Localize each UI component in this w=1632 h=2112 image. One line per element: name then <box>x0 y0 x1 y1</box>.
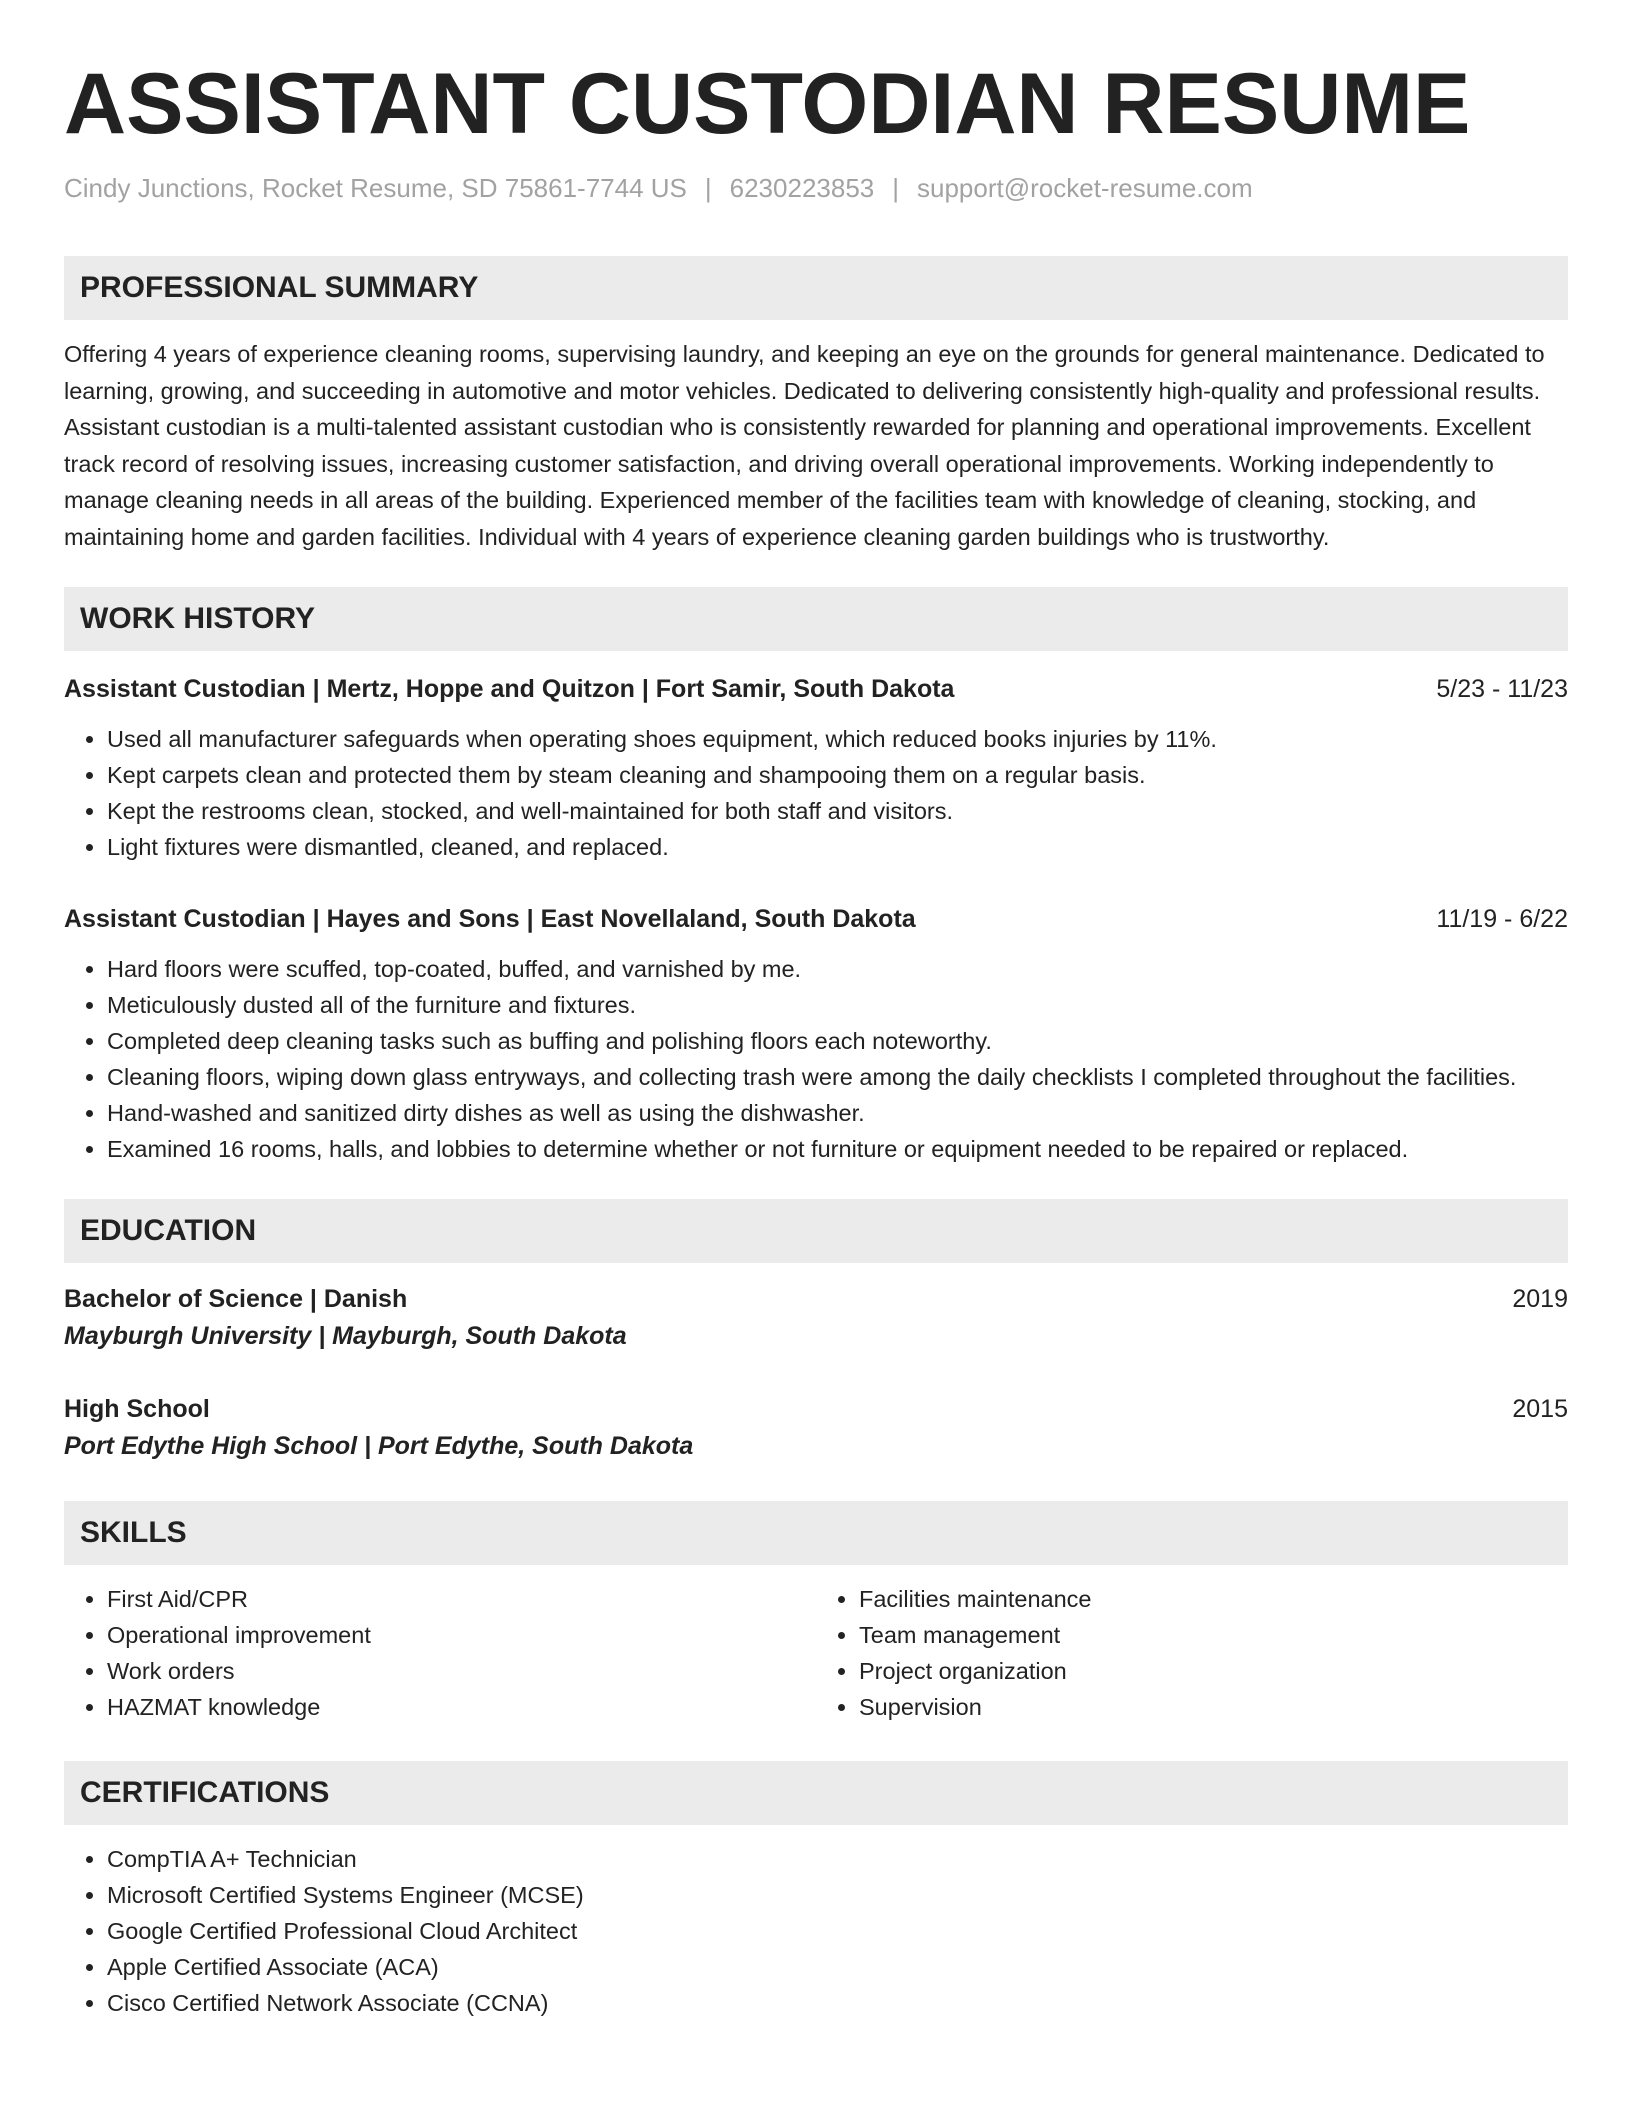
skill-item: • HAZMAT knowledge <box>107 1689 816 1725</box>
skill-item: • Team management <box>859 1617 1568 1653</box>
education-section-header: EDUCATION <box>64 1199 1568 1263</box>
skills-column-right <box>816 1581 1568 1725</box>
skill-item: • Work orders <box>107 1653 816 1689</box>
skill-item: • Facilities maintenance <box>859 1581 1568 1617</box>
job-bullet: • Hard floors were scuffed, top-coated, buffed, and varnished by me. <box>107 951 1568 987</box>
skills-section-header: SKILLS <box>64 1501 1568 1565</box>
certifications-list <box>64 1841 1568 2021</box>
education-header <box>64 1281 1568 1317</box>
job-bullet: • Kept carpets clean and protected them by steam cleaning and shampooing them on a regular basis. <box>107 757 1568 793</box>
contact-line <box>64 170 1568 206</box>
certification-item: • Apple Certified Associate (ACA) <box>107 1949 1568 1985</box>
contact-email: support@rocket-resume.com <box>917 173 1253 203</box>
education-school: Port Edythe High School | Port Edythe, South Dakota <box>64 1432 694 1460</box>
certification-item: • CompTIA A+ Technician <box>107 1841 1568 1877</box>
education-year: 2015 <box>1512 1395 1568 1423</box>
job-dates: 11/19 - 6/22 <box>1436 905 1568 933</box>
skill-item: • Operational improvement <box>107 1617 816 1653</box>
skills-grid <box>64 1581 1568 1725</box>
job-entry <box>64 671 1568 865</box>
education-degree: High School <box>64 1395 210 1423</box>
education-school: Mayburgh University | Mayburgh, South Dakota <box>64 1322 627 1350</box>
job-bullets <box>64 721 1568 865</box>
certification-item: • Google Certified Professional Cloud Architect <box>107 1913 1568 1949</box>
job-bullets <box>64 951 1568 1167</box>
job-title: Assistant Custodian | Mertz, Hoppe and Quitzon | Fort Samir, South Dakota <box>64 675 955 703</box>
contact-separator: | <box>704 173 712 203</box>
education-year: 2019 <box>1512 1285 1568 1313</box>
education-entry <box>64 1391 1568 1465</box>
job-header <box>64 671 1568 707</box>
skill-item: • First Aid/CPR <box>107 1581 816 1617</box>
job-entry <box>64 901 1568 1167</box>
summary-text: Offering 4 years of experience cleaning rooms, supervising laundry, and keeping an eye on the grounds for general maintenance. Dedicated to learning, growing, and succeeding in automotive and motor vehicles. Dedicated to delivering consistently high-quality and professional results. Assistant custodian is a multi-talented assistant custodian who is consistently rewarded for planning and operational improvements. Excellent track record of resolving issues, increasing customer satisfaction, and driving overall operational improvements. Working independently to manage cleaning needs in all areas of the building. Experienced member of the facilities team with knowledge of cleaning, stocking, and maintaining home and garden facilities. Individual with 4 years of experience cleaning garden buildings who is trustworthy. <box>64 341 1545 550</box>
job-dates: 5/23 - 11/23 <box>1436 675 1568 703</box>
job-header <box>64 901 1568 937</box>
resume-title: ASSISTANT CUSTODIAN RESUME <box>64 56 1471 152</box>
education-entry <box>64 1281 1568 1355</box>
contact-address: Cindy Junctions, Rocket Resume, SD 75861-7744 US <box>64 173 687 203</box>
certification-item: • Cisco Certified Network Associate (CCNA) <box>107 1985 1568 2021</box>
summary-section-header: PROFESSIONAL SUMMARY <box>64 256 1568 320</box>
job-title: Assistant Custodian | Hayes and Sons | East Novellaland, South Dakota <box>64 905 916 933</box>
work-history-section-header: WORK HISTORY <box>64 587 1568 651</box>
job-bullet: • Kept the restrooms clean, stocked, and well-maintained for both staff and visitors. <box>107 793 1568 829</box>
contact-phone: 6230223853 <box>729 173 875 203</box>
skill-item: • Supervision <box>859 1689 1568 1725</box>
education-header <box>64 1391 1568 1427</box>
job-bullet: • Examined 16 rooms, halls, and lobbies to determine whether or not furniture or equipment needed to be repaired or replaced. <box>107 1131 1568 1167</box>
certifications-section-header: CERTIFICATIONS <box>64 1761 1568 1825</box>
contact-separator: | <box>892 173 900 203</box>
certification-item: • Microsoft Certified Systems Engineer (MCSE) <box>107 1877 1568 1913</box>
job-bullet: • Light fixtures were dismantled, cleaned, and replaced. <box>107 829 1568 865</box>
skills-column-left <box>64 1581 816 1725</box>
education-degree: Bachelor of Science | Danish <box>64 1285 408 1313</box>
job-bullet: • Used all manufacturer safeguards when operating shoes equipment, which reduced books injuries by 11%. <box>107 721 1568 757</box>
job-bullet: • Cleaning floors, wiping down glass entryways, and collecting trash were among the daily checklists I completed throughout the facilities. <box>107 1059 1568 1095</box>
job-bullet: • Meticulously dusted all of the furniture and fixtures. <box>107 987 1568 1023</box>
job-bullet: • Completed deep cleaning tasks such as buffing and polishing floors each noteworthy. <box>107 1023 1568 1059</box>
skill-item: • Project organization <box>859 1653 1568 1689</box>
job-bullet: • Hand-washed and sanitized dirty dishes as well as using the dishwasher. <box>107 1095 1568 1131</box>
